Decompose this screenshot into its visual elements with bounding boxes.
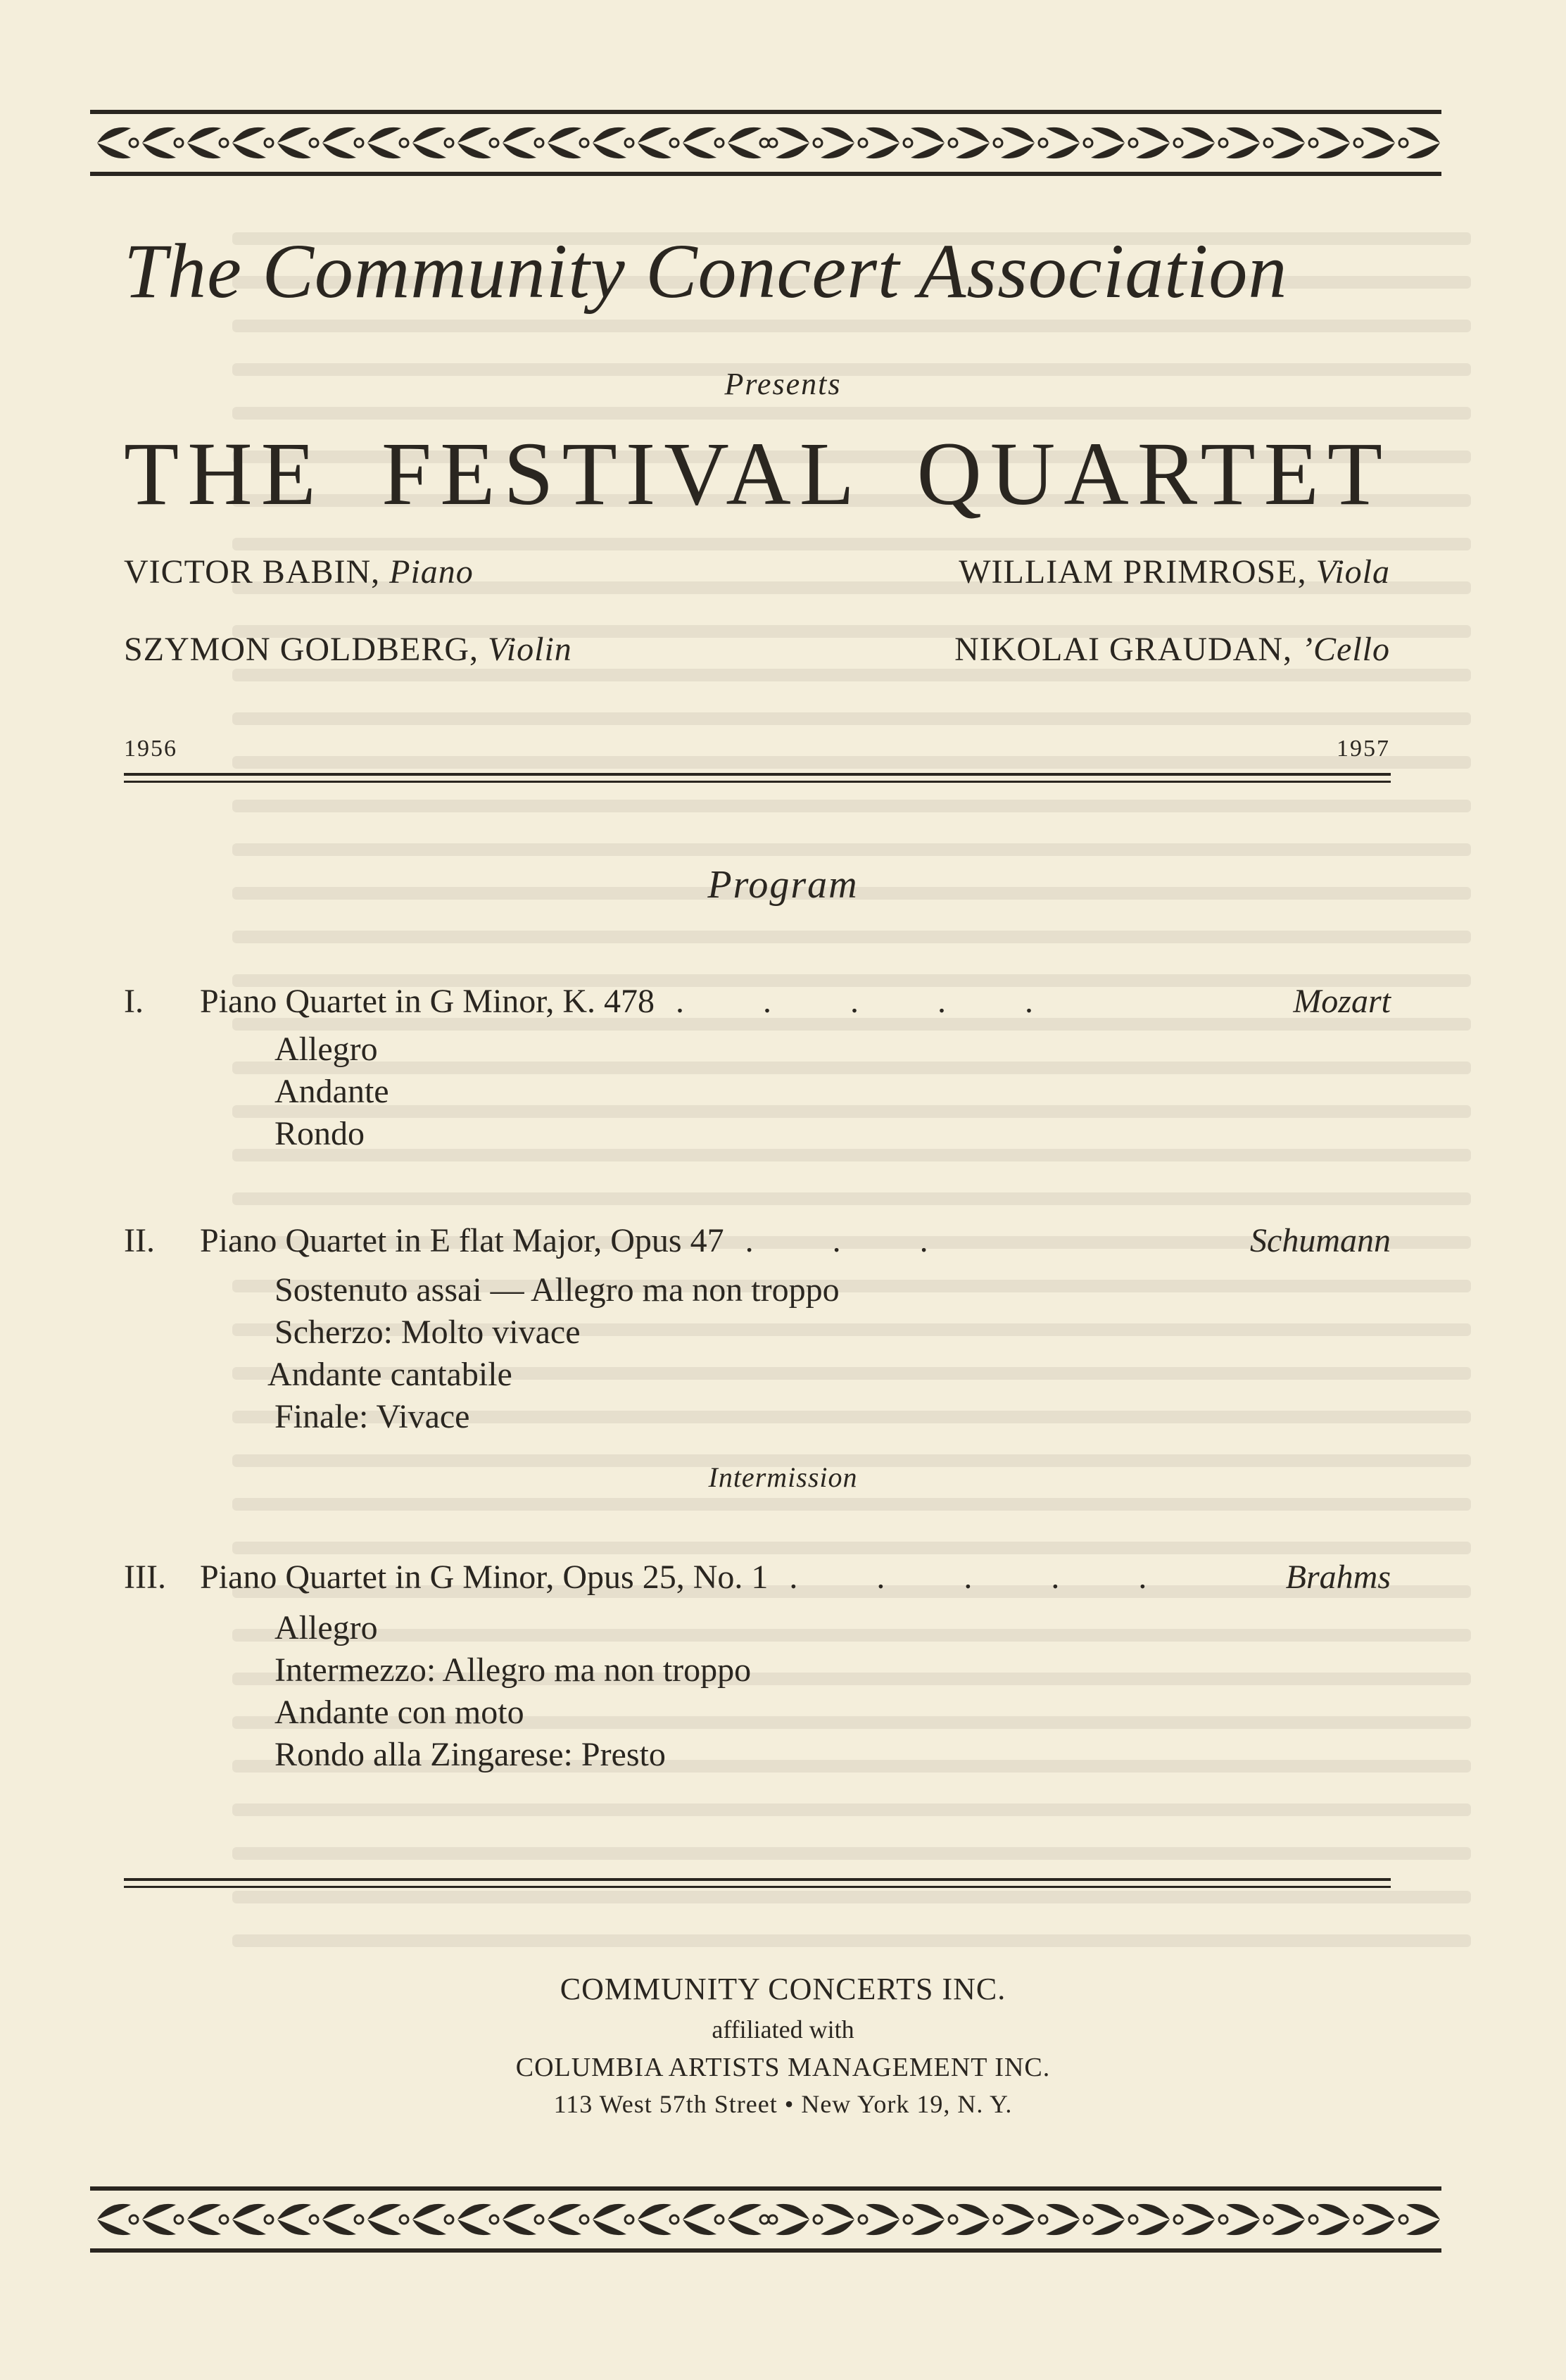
movement: Scherzo: Molto vivace bbox=[274, 1314, 581, 1351]
laurel-leaf-icon bbox=[683, 2204, 724, 2235]
laurel-leaf-icon bbox=[1219, 2204, 1260, 2235]
laurel-leaf-icon bbox=[728, 127, 769, 158]
laurel-leaf-icon bbox=[367, 127, 408, 158]
laurel-leaf-icon bbox=[1354, 2204, 1395, 2235]
laurel-leaf-icon bbox=[187, 2204, 228, 2235]
movement: Rondo alla Zingarese: Presto bbox=[274, 1736, 666, 1773]
laurel-leaf-icon bbox=[859, 2204, 899, 2235]
laurel-leaf-icon bbox=[97, 2204, 138, 2235]
laurel-leaf-icon bbox=[277, 2204, 318, 2235]
work-number: I. bbox=[124, 983, 144, 1020]
laurel-leaf-icon bbox=[1309, 2204, 1350, 2235]
laurel-leaf-icon bbox=[412, 2204, 453, 2235]
laurel-leaf-icon bbox=[1174, 127, 1215, 158]
footer-address: 113 West 57th Street • New York 19, N. Y. bbox=[553, 2090, 1013, 2118]
divider-rule bbox=[124, 1878, 1391, 1888]
laurel-leaf-icon bbox=[593, 2204, 633, 2235]
movement: Intermezzo: Allegro ma non troppo bbox=[274, 1651, 752, 1689]
artist-name: WILLIAM PRIMROSE, bbox=[959, 553, 1307, 591]
movement: Andante cantabile bbox=[267, 1356, 512, 1393]
laurel-leaf-icon bbox=[994, 127, 1035, 158]
ensemble-name: THE FESTIVAL QUARTET bbox=[124, 424, 1391, 524]
laurel-leaf-icon bbox=[277, 127, 318, 158]
movement: Sostenuto assai — Allegro ma non troppo bbox=[274, 1271, 840, 1309]
laurel-leaf-icon bbox=[322, 127, 363, 158]
laurel-leaf-icon bbox=[232, 2204, 273, 2235]
laurel-leaf-icon bbox=[859, 127, 899, 158]
laurel-leaf-icon bbox=[814, 127, 854, 158]
bottom-ornamental-border bbox=[90, 2181, 1441, 2258]
laurel-leaf-icon bbox=[1309, 127, 1350, 158]
laurel-leaf-icon bbox=[1264, 127, 1305, 158]
movement: Allegro bbox=[274, 1031, 378, 1068]
laurel-leaf-icon bbox=[683, 127, 724, 158]
divider-rule bbox=[124, 773, 1391, 783]
movement: Andante bbox=[274, 1073, 389, 1110]
laurel-leaf-icon bbox=[187, 127, 228, 158]
laurel-leaf-icon bbox=[548, 127, 588, 158]
laurel-leaf-icon bbox=[457, 127, 498, 158]
laurel-leaf-icon bbox=[1174, 2204, 1215, 2235]
presents-label: Presents bbox=[724, 367, 842, 401]
program-work bbox=[124, 982, 1391, 1021]
artist-instrument: Violin bbox=[488, 631, 572, 668]
laurel-leaf-icon bbox=[367, 2204, 408, 2235]
border-rule bbox=[90, 2248, 1441, 2253]
laurel-leaf-icon bbox=[412, 127, 453, 158]
program-heading: Program bbox=[707, 863, 859, 907]
laurel-leaf-icon bbox=[949, 2204, 990, 2235]
association-title: The Community Concert Association bbox=[124, 228, 1288, 314]
laurel-leaf-icon bbox=[1084, 2204, 1125, 2235]
laurel-leaf-icon bbox=[1039, 127, 1080, 158]
artist-name: NIKOLAI GRAUDAN, bbox=[954, 631, 1293, 668]
artist-name: SZYMON GOLDBERG, bbox=[124, 631, 479, 668]
laurel-leaf-icon bbox=[457, 2204, 498, 2235]
laurel-leaf-icon bbox=[904, 127, 945, 158]
laurel-leaf-icon bbox=[1399, 2204, 1440, 2235]
laurel-leaf-icon bbox=[593, 127, 633, 158]
laurel-leaf-icon bbox=[638, 127, 678, 158]
program-work bbox=[124, 1558, 1391, 1597]
work-composer: Schumann bbox=[1250, 1222, 1391, 1259]
border-rule bbox=[90, 172, 1441, 176]
laurel-leaf-icon bbox=[142, 2204, 183, 2235]
laurel-chain-ornament bbox=[90, 2198, 1441, 2241]
work-title: Piano Quartet in E flat Major, Opus 47 bbox=[200, 1222, 724, 1259]
laurel-leaf-icon bbox=[322, 2204, 363, 2235]
laurel-leaf-icon bbox=[503, 2204, 543, 2235]
work-composer: Mozart bbox=[1293, 983, 1391, 1020]
laurel-leaf-icon bbox=[97, 127, 138, 158]
laurel-leaf-icon bbox=[814, 2204, 854, 2235]
artist-instrument: Viola bbox=[1315, 553, 1390, 591]
laurel-leaf-icon bbox=[949, 127, 990, 158]
laurel-leaf-icon bbox=[728, 2204, 769, 2235]
laurel-leaf-icon bbox=[769, 2204, 809, 2235]
movement: Finale: Vivace bbox=[274, 1398, 470, 1435]
dot-leader: . . . . . bbox=[789, 1559, 1182, 1596]
border-rule bbox=[90, 2186, 1441, 2191]
intermission-label: Intermission bbox=[708, 1461, 858, 1493]
laurel-leaf-icon bbox=[1129, 2204, 1170, 2235]
work-number: II. bbox=[124, 1222, 155, 1259]
artist-entry bbox=[959, 553, 1390, 591]
laurel-leaf-icon bbox=[1129, 127, 1170, 158]
dot-leader: . . . bbox=[745, 1222, 964, 1259]
footer-company: COMMUNITY CONCERTS INC. bbox=[560, 1972, 1006, 2006]
laurel-leaf-icon bbox=[1354, 127, 1395, 158]
laurel-leaf-icon bbox=[142, 127, 183, 158]
laurel-leaf-icon bbox=[1264, 2204, 1305, 2235]
laurel-leaf-icon bbox=[1399, 127, 1440, 158]
artist-name: VICTOR BABIN, bbox=[124, 553, 381, 591]
movement: Rondo bbox=[274, 1115, 365, 1152]
artist-entry bbox=[124, 553, 474, 591]
laurel-leaf-icon bbox=[1039, 2204, 1080, 2235]
work-title: Piano Quartet in G Minor, K. 478 bbox=[200, 983, 655, 1020]
laurel-leaf-icon bbox=[994, 2204, 1035, 2235]
laurel-leaf-icon bbox=[1084, 127, 1125, 158]
work-composer: Brahms bbox=[1285, 1559, 1391, 1596]
work-title: Piano Quartet in G Minor, Opus 25, No. 1 bbox=[200, 1559, 769, 1596]
laurel-leaf-icon bbox=[232, 127, 273, 158]
program-work bbox=[124, 1221, 1391, 1260]
footer-affiliation: affiliated with bbox=[712, 2015, 854, 2044]
laurel-leaf-icon bbox=[1219, 127, 1260, 158]
laurel-leaf-icon bbox=[548, 2204, 588, 2235]
movement: Andante con moto bbox=[274, 1694, 524, 1731]
laurel-leaf-icon bbox=[769, 127, 809, 158]
dot-leader: . . . . . bbox=[676, 983, 1069, 1020]
footer-management: COLUMBIA ARTISTS MANAGEMENT INC. bbox=[515, 2053, 1051, 2082]
laurel-leaf-icon bbox=[904, 2204, 945, 2235]
laurel-chain-ornament bbox=[90, 121, 1441, 165]
artist-entry bbox=[124, 630, 572, 669]
border-rule bbox=[90, 110, 1441, 114]
laurel-leaf-icon bbox=[638, 2204, 678, 2235]
movement: Allegro bbox=[274, 1609, 378, 1647]
artist-entry bbox=[954, 630, 1390, 669]
top-ornamental-border bbox=[90, 104, 1441, 182]
laurel-leaf-icon bbox=[503, 127, 543, 158]
work-number: III. bbox=[124, 1559, 166, 1596]
season-start-year: 1956 bbox=[124, 736, 177, 762]
artist-instrument: ’Cello bbox=[1301, 631, 1390, 668]
season-end-year: 1957 bbox=[1337, 736, 1390, 762]
artist-instrument: Piano bbox=[389, 553, 474, 591]
